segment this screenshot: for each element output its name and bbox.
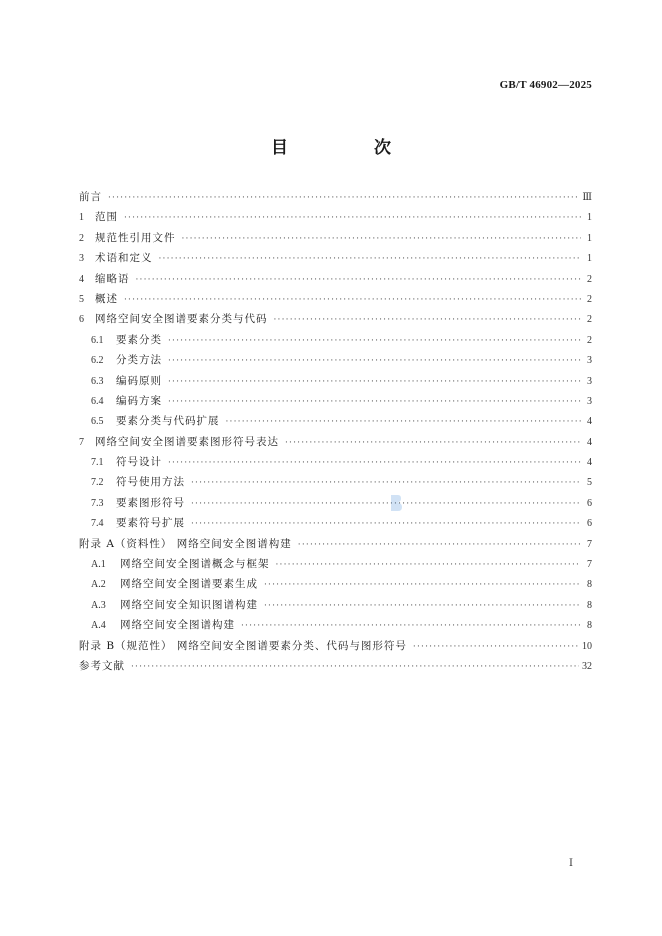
toc-page-number: 6 (587, 497, 592, 509)
toc-entry-number: 7.3 (91, 497, 104, 509)
toc-entry[interactable] (79, 209, 592, 229)
toc-entry[interactable] (79, 617, 592, 637)
toc-page-number: 7 (587, 559, 592, 571)
toc-entry-number: 4 (79, 273, 84, 285)
toc-entry-label: 符号使用方法 (116, 476, 185, 489)
toc-page-number: 3 (587, 395, 592, 407)
toc-leader-dots (124, 295, 581, 305)
toc-entry-label: 网络空间安全知识图谱构建 (120, 598, 258, 611)
toc-entry[interactable] (79, 495, 592, 515)
toc-entry[interactable] (79, 597, 592, 617)
toc-page-number: 3 (587, 375, 592, 387)
toc-entry[interactable] (79, 454, 592, 474)
toc-entry-number: 6 (79, 314, 84, 326)
toc-entry-label: 网络空间安全图谱要素图形符号表达 (95, 435, 279, 448)
toc-leader-dots (182, 234, 582, 244)
toc-entry[interactable] (79, 413, 592, 433)
toc-entry-number: 6.1 (91, 334, 104, 346)
toc-entry-label: 前言 (79, 191, 102, 203)
toc-entry-number: 5 (79, 293, 84, 305)
toc-entry-number: 7.1 (91, 457, 104, 469)
toc-leader-dots (168, 336, 581, 346)
toc-entry[interactable] (79, 373, 592, 393)
toc-leader-dots (159, 254, 582, 264)
toc-entry[interactable] (79, 271, 592, 291)
toc-entry-number: 7.2 (91, 477, 104, 489)
toc-entry[interactable] (79, 291, 592, 311)
toc-entry-number: 6.5 (91, 416, 104, 428)
toc-entry-number: 6.2 (91, 355, 104, 367)
toc-entry[interactable] (79, 230, 592, 250)
toc-leader-dots (226, 417, 582, 427)
toc-page-number: 1 (587, 253, 592, 265)
toc-entry-number: A.3 (91, 599, 106, 611)
toc-entry[interactable] (79, 393, 592, 413)
toc-entry-label: 符号设计 (116, 456, 162, 469)
toc-page-number: 7 (587, 538, 592, 550)
toc-entry[interactable] (79, 536, 592, 556)
toc-page-number: 2 (587, 273, 592, 285)
toc-leader-dots (241, 621, 581, 631)
toc-leader-dots (191, 519, 581, 529)
toc-page-number: 4 (587, 436, 592, 448)
toc-leader-dots (276, 560, 582, 570)
table-of-contents (79, 189, 592, 678)
toc-entry-label: 要素分类 (116, 333, 162, 346)
toc-page-number: 32 (582, 660, 592, 672)
toc-leader-dots (274, 315, 582, 325)
toc-entry[interactable] (79, 576, 592, 596)
toc-leader-dots (124, 213, 581, 223)
toc-entry-label: 编码原则 (116, 374, 162, 387)
toc-page-number: 5 (587, 477, 592, 489)
toc-leader-dots (168, 458, 581, 468)
toc-entry-label: 规范性引用文件 (95, 231, 176, 244)
toc-page-number: 4 (587, 416, 592, 428)
page-title: 目 次 (271, 138, 431, 158)
toc-entry[interactable] (79, 638, 592, 658)
toc-entry[interactable] (79, 311, 592, 331)
toc-page-number: 3 (587, 355, 592, 367)
toc-leader-dots (298, 540, 581, 550)
toc-leader-dots (264, 601, 581, 611)
toc-leader-dots (191, 478, 581, 488)
toc-entry-label: 网络空间安全图谱概念与框架 (120, 558, 270, 571)
toc-entry-label: 附录 A（资料性） 网络空间安全图谱构建 (79, 537, 292, 550)
toc-page-number: Ⅲ (582, 192, 592, 203)
toc-leader-dots (168, 356, 581, 366)
toc-entry[interactable] (79, 515, 592, 535)
toc-entry-label: 范围 (95, 211, 118, 224)
toc-leader-dots (413, 642, 579, 652)
watermark-logo-icon (389, 493, 403, 513)
toc-page-number: 8 (587, 579, 592, 591)
toc-entry-label: 分类方法 (116, 354, 162, 367)
toc-entry-label: 编码方案 (116, 394, 162, 407)
toc-leader-dots (136, 275, 582, 285)
toc-entry[interactable] (79, 434, 592, 454)
toc-entry[interactable] (79, 352, 592, 372)
standard-number: GB/T 46902—2025 (499, 79, 592, 91)
toc-page-number: 1 (587, 212, 592, 224)
toc-entry-label: 要素符号扩展 (116, 517, 185, 530)
toc-leader-dots (264, 580, 581, 590)
toc-page-number: 1 (587, 232, 592, 244)
toc-entry-number: 1 (79, 212, 84, 224)
toc-entry-number: 6.4 (91, 395, 104, 407)
toc-leader-dots (108, 193, 579, 203)
toc-entry-label: 概述 (95, 292, 118, 305)
toc-entry[interactable] (79, 474, 592, 494)
toc-entry[interactable] (79, 250, 592, 270)
toc-page-number: 2 (587, 293, 592, 305)
toc-entry-label: 参考文献 (79, 659, 125, 672)
toc-entry-number: A.4 (91, 620, 106, 632)
toc-entry-number: 7 (79, 436, 84, 448)
toc-entry-label: 术语和定义 (95, 252, 153, 265)
toc-entry-number: 7.4 (91, 518, 104, 530)
toc-entry-label: 要素分类与代码扩展 (116, 415, 220, 428)
toc-entry-label: 附录 B（规范性） 网络空间安全图谱要素分类、代码与图形符号 (79, 639, 407, 652)
toc-page-number: 2 (587, 334, 592, 346)
toc-entry-number: 3 (79, 253, 84, 265)
toc-leader-dots (168, 377, 581, 387)
toc-entry[interactable] (79, 556, 592, 576)
toc-entry-label: 要素图形符号 (116, 496, 185, 509)
toc-page-number: 8 (587, 620, 592, 632)
toc-entry-number: 2 (79, 232, 84, 244)
toc-page-number: 4 (587, 457, 592, 469)
toc-leader-dots (131, 662, 579, 672)
toc-leader-dots (168, 397, 581, 407)
toc-entry-number: A.2 (91, 579, 106, 591)
toc-entry-number: 6.3 (91, 375, 104, 387)
toc-entry[interactable] (79, 658, 592, 678)
toc-entry[interactable] (79, 189, 592, 209)
toc-page-number: 8 (587, 599, 592, 611)
toc-page-number: 6 (587, 518, 592, 530)
footer-page-number: Ⅰ (569, 858, 573, 869)
toc-entry-label: 网络空间安全图谱要素分类与代码 (95, 313, 268, 326)
toc-page-number: 10 (582, 640, 592, 652)
toc-entry[interactable] (79, 332, 592, 352)
toc-entry-label: 网络空间安全图谱要素生成 (120, 578, 258, 591)
toc-leader-dots (285, 438, 581, 448)
toc-page-number: 2 (587, 314, 592, 326)
toc-entry-label: 缩略语 (95, 272, 130, 285)
toc-leader-dots (191, 499, 581, 509)
toc-entry-label: 网络空间安全图谱构建 (120, 619, 235, 632)
toc-entry-number: A.1 (91, 559, 106, 571)
